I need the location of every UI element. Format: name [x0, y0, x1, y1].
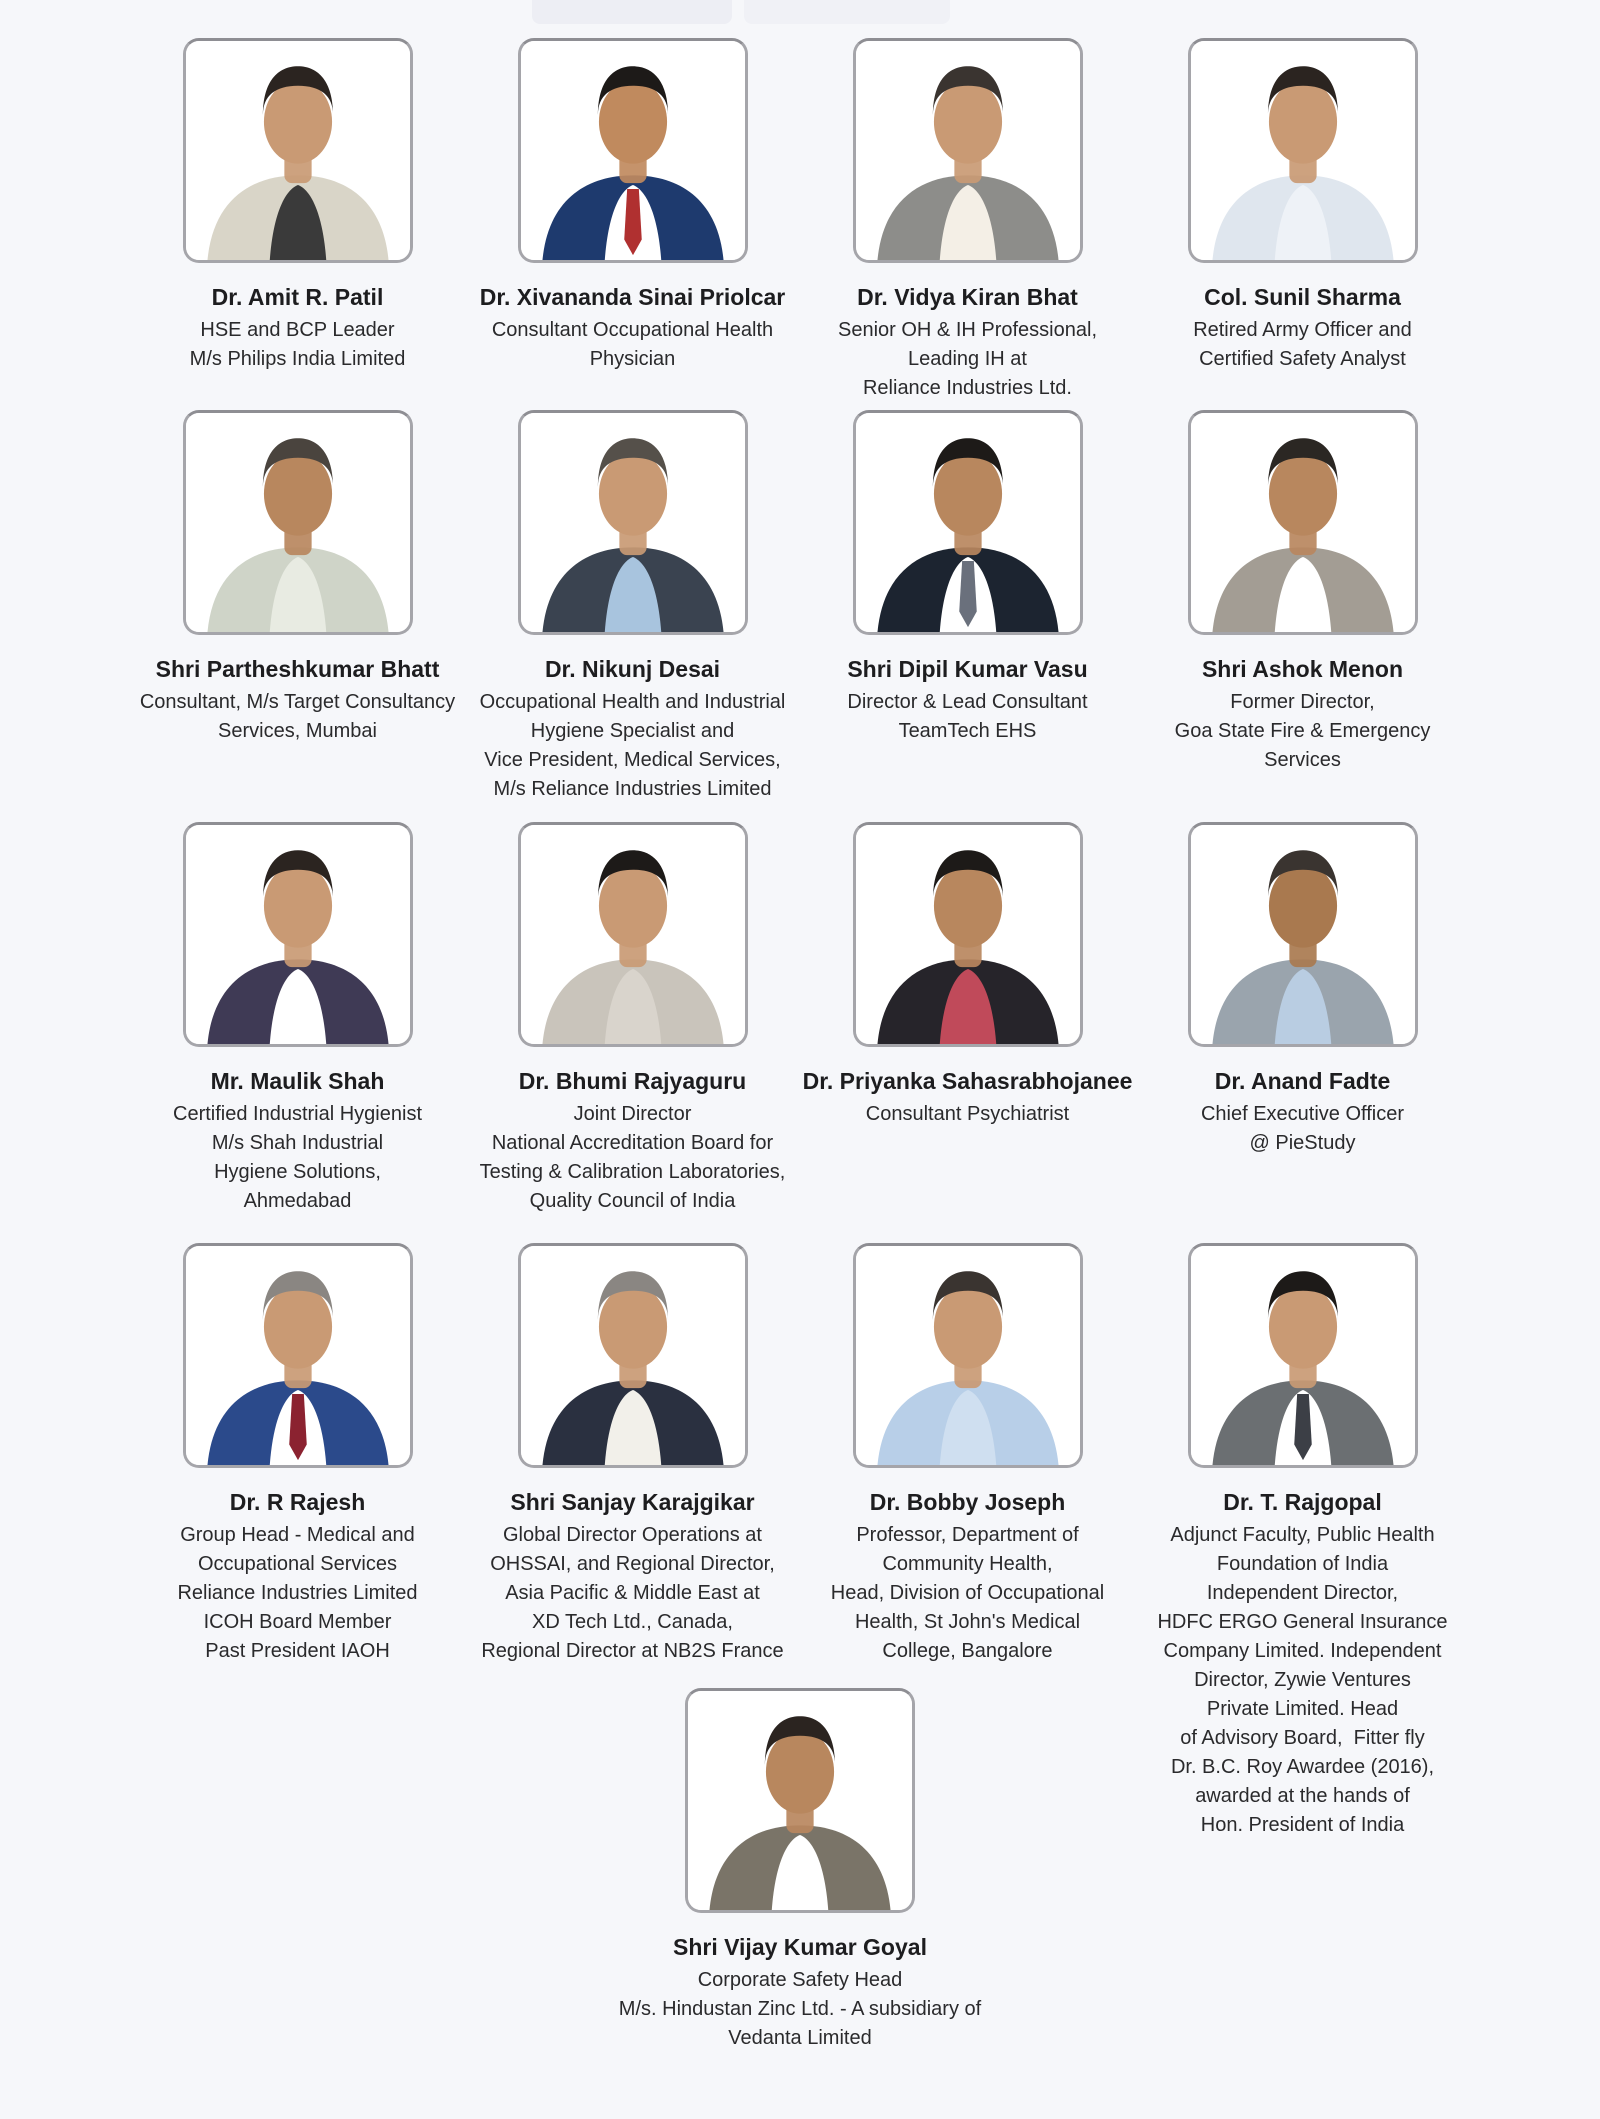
person-role-line: Certified Safety Analyst — [1199, 348, 1406, 370]
person-role-line: XD Tech Ltd., Canada, — [532, 1611, 733, 1633]
photo-frame — [183, 822, 413, 1047]
person-role-line: Joint Director — [573, 1103, 692, 1125]
person-role-line: M/s Shah Industrial — [211, 1132, 384, 1154]
person-name: Col. Sunil Sharma — [1204, 284, 1401, 310]
person-role-line: Hon. President of India — [1200, 1814, 1405, 1836]
person-name: Dr. Nikunj Desai — [544, 656, 721, 682]
person-role-line: Physician — [589, 348, 676, 370]
speaker-card — [465, 822, 800, 1216]
portrait-photo — [186, 413, 410, 632]
person-role-line: Goa State Fire & Emergency — [1174, 720, 1431, 742]
person-name: Shri Vijay Kumar Goyal — [673, 1934, 927, 1960]
photo-frame — [183, 38, 413, 263]
speaker-caption — [190, 283, 406, 374]
person-role-line: Quality Council of India — [529, 1190, 736, 1212]
person-role-line: ICOH Board Member — [203, 1611, 392, 1633]
person-role-line: M/s Reliance Industries Limited — [493, 778, 772, 800]
person-name: Dr. Xivananda Sinai Priolcar — [479, 284, 786, 310]
portrait-photo — [186, 1246, 410, 1465]
portrait-photo — [688, 1691, 912, 1910]
speaker-card — [130, 822, 465, 1216]
speaker-card — [800, 38, 1135, 403]
person-role-line: Director, Zywie Ventures — [1194, 1669, 1411, 1691]
person-name: Dr. Bobby Joseph — [869, 1489, 1066, 1515]
speaker-card — [130, 38, 465, 403]
photo-frame — [853, 1243, 1083, 1468]
person-role-line: Hygiene Solutions, — [214, 1161, 381, 1183]
portrait-photo — [1191, 1246, 1415, 1465]
person-name: Mr. Maulik Shah — [210, 1068, 385, 1094]
person-role-line: TeamTech EHS — [898, 720, 1037, 742]
person-name: Shri Partheshkumar Bhatt — [155, 656, 440, 682]
person-role-line: Certified Industrial Hygienist — [173, 1103, 422, 1125]
person-role-line: HDFC ERGO General Insurance — [1157, 1611, 1448, 1633]
person-role-line: College, Bangalore — [882, 1640, 1053, 1662]
speaker-card — [130, 410, 465, 804]
person-role-line: Hygiene Specialist and — [530, 720, 735, 742]
speaker-caption — [831, 1488, 1104, 1666]
speaker-card — [540, 1688, 1060, 2053]
person-role — [140, 688, 455, 746]
speaker-caption — [177, 1488, 417, 1666]
person-role — [480, 688, 786, 804]
speaker-card — [800, 822, 1135, 1216]
person-role-line: Services — [1264, 749, 1341, 771]
person-name: Dr. T. Rajgopal — [1223, 1489, 1382, 1515]
person-role — [173, 1100, 422, 1216]
person-role-line: Consultant Occupational Health — [491, 319, 774, 341]
person-role-line: Community Health, — [882, 1553, 1053, 1575]
speaker-row-1 — [130, 38, 1470, 403]
photo-frame — [183, 1243, 413, 1468]
person-role-line: Asia Pacific & Middle East at — [505, 1582, 760, 1604]
photo-frame — [853, 38, 1083, 263]
person-role-line: Group Head - Medical and — [180, 1524, 415, 1546]
person-role-line: Services, Mumbai — [218, 720, 377, 742]
person-role-line: Retired Army Officer and — [1193, 319, 1412, 341]
person-role-line: HSE and BCP Leader — [200, 319, 395, 341]
portrait-photo — [856, 413, 1080, 632]
person-role-line: Global Director Operations at — [502, 1524, 762, 1546]
speaker-caption — [1193, 283, 1412, 374]
portrait-photo — [186, 41, 410, 260]
speaker-caption — [480, 655, 786, 804]
speaker-caption — [480, 1067, 786, 1216]
person-role-line: Past President IAOH — [205, 1640, 390, 1662]
person-role-line: Reliance Industries Ltd. — [862, 377, 1072, 399]
person-role-line: Vice President, Medical Services, — [484, 749, 781, 771]
person-role-line: Testing & Calibration Laboratories, — [479, 1161, 786, 1183]
person-role-line: Regional Director at NB2S France — [481, 1640, 784, 1662]
speaker-card — [465, 38, 800, 403]
person-role-line: Chief Executive Officer — [1200, 1103, 1405, 1125]
person-role — [481, 1521, 783, 1666]
person-role — [619, 1966, 981, 2053]
person-name: Dr. Priyanka Sahasrabhojanee — [802, 1068, 1133, 1094]
person-role-line: Former Director, — [1230, 691, 1375, 713]
person-name: Dr. Amit R. Patil — [211, 284, 384, 310]
person-role — [1201, 1100, 1404, 1158]
portrait-photo — [186, 825, 410, 1044]
speaker-caption — [140, 655, 455, 746]
person-role-line: @ PieStudy — [1249, 1132, 1356, 1154]
person-role-line: M/s Philips India Limited — [189, 348, 406, 370]
speaker-card — [1135, 822, 1470, 1216]
cropped-header-remnant-left — [532, 0, 732, 24]
person-role-line: Corporate Safety Head — [697, 1969, 903, 1991]
person-name: Dr. Bhumi Rajyaguru — [518, 1068, 747, 1094]
photo-frame — [1188, 410, 1418, 635]
speaker-card — [1135, 410, 1470, 804]
speaker-caption — [803, 1067, 1133, 1129]
portrait-photo — [856, 41, 1080, 260]
portrait-photo — [1191, 413, 1415, 632]
photo-frame — [685, 1688, 915, 1913]
speaker-card — [465, 410, 800, 804]
person-role-line: Senior OH & IH Professional, — [838, 319, 1097, 341]
person-role-line: Director & Lead Consultant — [847, 691, 1088, 713]
person-role-line: Vedanta Limited — [728, 2027, 872, 2049]
person-role-line: Private Limited. Head — [1206, 1698, 1399, 1720]
person-role-line: Reliance Industries Limited — [177, 1582, 418, 1604]
speaker-caption — [173, 1067, 422, 1216]
person-role-line: Ahmedabad — [243, 1190, 352, 1212]
speaker-card — [800, 410, 1135, 804]
person-role-line: Head, Division of Occupational — [830, 1582, 1105, 1604]
speaker-card — [1135, 38, 1470, 403]
photo-frame — [518, 38, 748, 263]
speaker-caption — [847, 655, 1087, 746]
person-role-line: Company Limited. Independent — [1163, 1640, 1442, 1662]
portrait-photo — [1191, 825, 1415, 1044]
cropped-header-remnant-right — [744, 0, 950, 24]
speaker-caption — [1201, 1067, 1404, 1158]
portrait-photo — [856, 825, 1080, 1044]
speaker-row-3 — [130, 822, 1470, 1216]
speaker-caption — [838, 283, 1097, 403]
person-role-line: Occupational Health and Industrial — [479, 691, 786, 713]
person-role — [1193, 316, 1412, 374]
photo-frame — [518, 822, 748, 1047]
speaker-caption — [1175, 655, 1431, 775]
person-role — [177, 1521, 417, 1666]
person-role-line: awarded at the hands of — [1195, 1785, 1410, 1807]
person-role-line: Leading IH at — [908, 348, 1027, 370]
person-role-line: M/s. Hindustan Zinc Ltd. - A subsidiary of — [618, 1998, 982, 2020]
person-name: Dr. Vidya Kiran Bhat — [857, 284, 1078, 310]
portrait-photo — [521, 1246, 745, 1465]
person-role — [1175, 688, 1431, 775]
speaker-caption — [480, 283, 786, 374]
portrait-photo — [856, 1246, 1080, 1465]
photo-frame — [1188, 822, 1418, 1047]
person-role-line: Consultant, M/s Target Consultancy — [139, 691, 456, 713]
person-role — [190, 316, 406, 374]
portrait-photo — [521, 41, 745, 260]
person-name: Shri Sanjay Karajgikar — [510, 1489, 755, 1515]
speaker-caption — [481, 1488, 783, 1666]
photo-frame — [1188, 38, 1418, 263]
person-role-line: Health, St John's Medical — [854, 1611, 1081, 1633]
portrait-photo — [1191, 41, 1415, 260]
person-role — [480, 316, 786, 374]
photo-frame — [183, 410, 413, 635]
person-name: Shri Ashok Menon — [1201, 656, 1404, 682]
person-role — [480, 1100, 786, 1216]
person-role-line: Independent Director, — [1206, 1582, 1399, 1604]
person-role-line: OHSSAI, and Regional Director, — [490, 1553, 775, 1575]
speaker-row-5 — [0, 1688, 1600, 2053]
person-name: Shri Dipil Kumar Vasu — [847, 656, 1088, 682]
person-role-line: National Accreditation Board for — [491, 1132, 774, 1154]
person-role — [831, 1521, 1104, 1666]
person-role-line: Occupational Services — [198, 1553, 397, 1575]
person-role-line: Professor, Department of — [856, 1524, 1079, 1546]
photo-frame — [518, 1243, 748, 1468]
speaker-row-2 — [130, 410, 1470, 804]
photo-frame — [853, 822, 1083, 1047]
photo-frame — [1188, 1243, 1418, 1468]
person-role — [803, 1100, 1133, 1129]
portrait-photo — [521, 413, 745, 632]
person-name: Dr. R Rajesh — [229, 1489, 366, 1515]
person-role-line: Foundation of India — [1216, 1553, 1389, 1575]
photo-frame — [518, 410, 748, 635]
speaker-caption — [619, 1933, 981, 2053]
person-role — [838, 316, 1097, 403]
person-role — [847, 688, 1087, 746]
person-role-line: Adjunct Faculty, Public Health — [1170, 1524, 1435, 1546]
person-role-line: Consultant Psychiatrist — [865, 1103, 1070, 1125]
portrait-photo — [521, 825, 745, 1044]
person-name: Dr. Anand Fadte — [1214, 1068, 1391, 1094]
photo-frame — [853, 410, 1083, 635]
person-role-line: Dr. B.C. Roy Awardee (2016), — [1170, 1756, 1435, 1778]
person-role-line: of Advisory Board, Fitter fly — [1180, 1727, 1425, 1749]
